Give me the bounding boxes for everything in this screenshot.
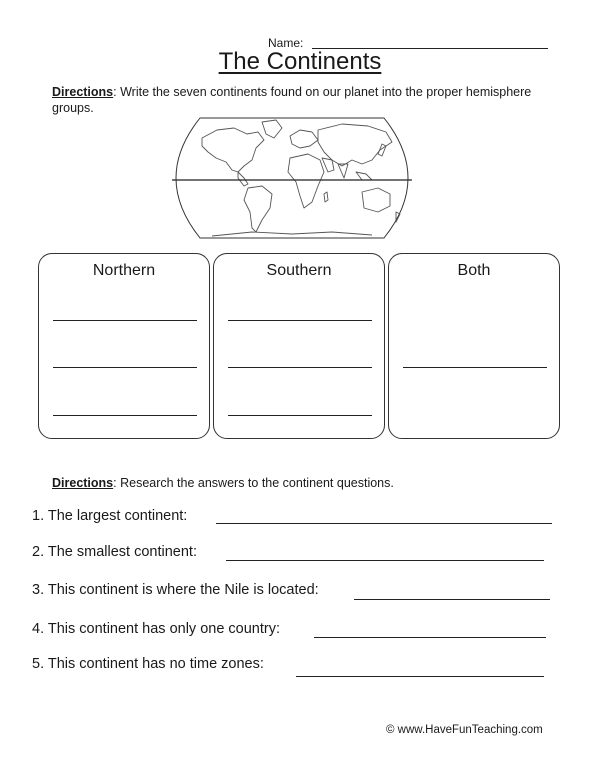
- question-3: [32, 582, 319, 598]
- question-text: This continent has no time zones:: [47, 656, 264, 672]
- northern-title: Northern: [92, 262, 156, 279]
- name-label: Name:: [268, 36, 304, 50]
- southern-group-box: [213, 253, 385, 439]
- question-text: This continent has only one country:: [47, 621, 281, 637]
- directions-questions: [52, 475, 552, 491]
- question-text: The smallest continent:: [47, 544, 197, 560]
- southern-answer-line-2[interactable]: [228, 367, 372, 368]
- both-answer-line-1[interactable]: [403, 367, 547, 368]
- world-map-icon: [172, 108, 412, 248]
- question-number: 4.: [32, 621, 45, 637]
- both-group-box: [388, 253, 560, 439]
- northern-answer-line-3[interactable]: [53, 415, 197, 416]
- both-title: Both: [457, 262, 491, 279]
- question-3-answer-line[interactable]: [354, 599, 550, 600]
- question-1-answer-line[interactable]: [216, 523, 552, 524]
- question-2: [32, 544, 197, 560]
- question-number: 3.: [32, 582, 45, 598]
- question-2-answer-line[interactable]: [226, 560, 544, 561]
- southern-answer-line-3[interactable]: [228, 415, 372, 416]
- directions-text: : Research the answers to the continent questions.: [113, 476, 394, 490]
- question-number: 2.: [32, 544, 45, 560]
- question-number: 1.: [32, 508, 45, 524]
- directions-label: Directions: [52, 476, 114, 490]
- directions-label: Directions: [52, 85, 114, 99]
- question-5-answer-line[interactable]: [296, 676, 544, 677]
- southern-title: Southern: [266, 262, 332, 279]
- question-5: [32, 656, 264, 672]
- question-number: 5.: [32, 656, 45, 672]
- question-text: This continent is where the Nile is located:: [47, 582, 319, 598]
- southern-answer-line-1[interactable]: [228, 320, 372, 321]
- northern-answer-line-2[interactable]: [53, 367, 197, 368]
- question-text: The largest continent:: [47, 508, 188, 524]
- question-1: [32, 508, 187, 524]
- directions-text: : Write the seven continents found on our planet into the proper hemisphere groups.: [52, 85, 532, 115]
- page-title: The Continents: [218, 48, 382, 75]
- northern-answer-line-1[interactable]: [53, 320, 197, 321]
- footer-copyright: © www.HaveFunTeaching.com: [386, 724, 543, 736]
- question-4-answer-line[interactable]: [314, 637, 546, 638]
- question-4: [32, 621, 280, 637]
- northern-group-box: [38, 253, 210, 439]
